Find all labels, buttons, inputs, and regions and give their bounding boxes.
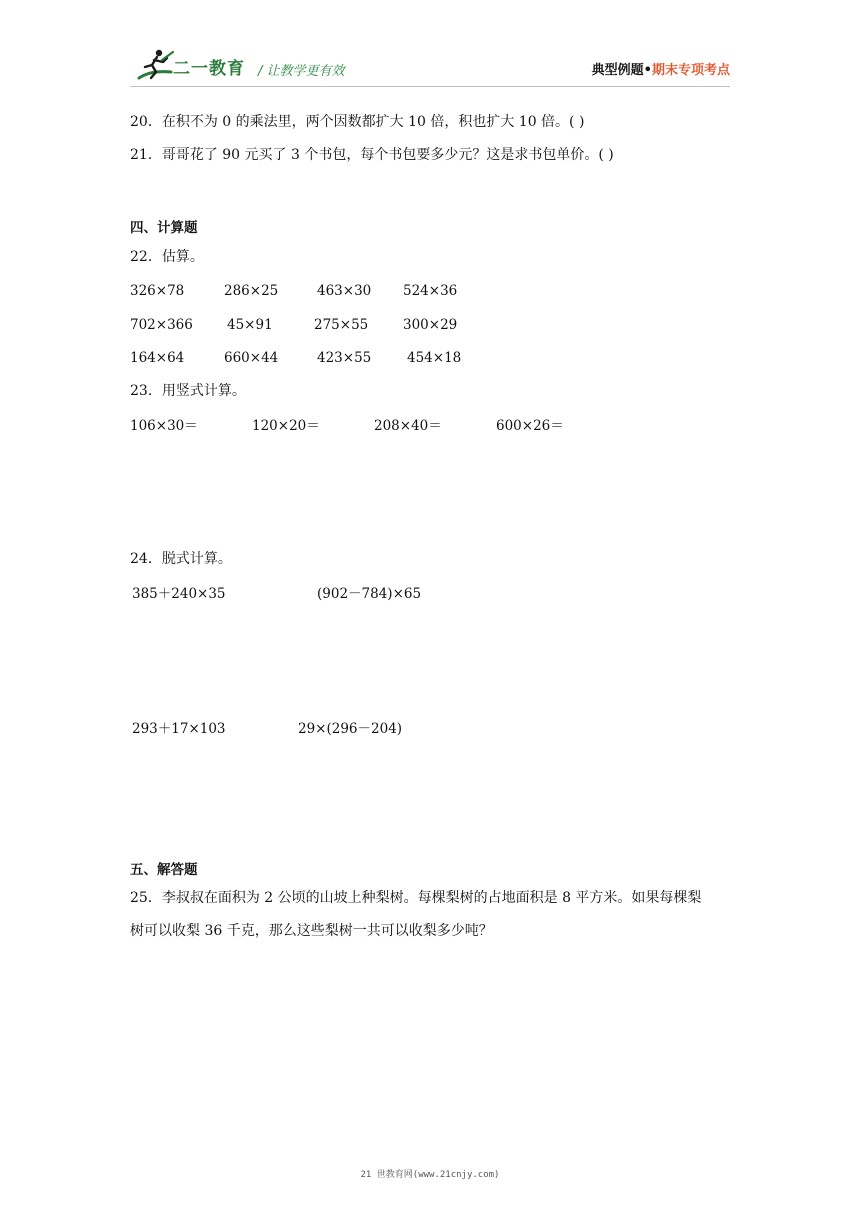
stepwise-row — [130, 584, 730, 604]
header-title — [592, 59, 730, 78]
estimate-item: 702×366 — [130, 317, 193, 333]
vertical-calc-item: 600×26＝ — [496, 418, 564, 434]
section-5-title: 五、解答题 — [130, 862, 198, 878]
question-23: 23．用竖式计算。 — [130, 383, 246, 399]
estimate-item: 524×36 — [403, 283, 458, 299]
stepwise-item: 385＋240×35 — [132, 586, 226, 602]
estimate-item: 164×64 — [130, 350, 185, 366]
estimate-item: 423×55 — [317, 350, 372, 366]
vertical-calc-row — [130, 416, 730, 436]
estimate-item: 660×44 — [224, 350, 279, 366]
page-header — [0, 0, 860, 90]
stepwise-row — [130, 719, 730, 739]
estimate-row — [130, 281, 730, 301]
question-22: 22．估算。 — [130, 249, 204, 265]
estimate-item: 45×91 — [227, 317, 273, 333]
question-21: 21．哥哥花了 90 元买了 3 个书包，每个书包要多少元？这是求书包单价。( ) — [130, 147, 614, 163]
header-title-black: 典型例题• — [591, 63, 652, 78]
stepwise-item: 29×(296－204) — [298, 721, 403, 737]
estimate-item: 454×18 — [407, 350, 462, 366]
vertical-calc-item: 208×40＝ — [374, 418, 442, 434]
vertical-calc-item: 106×30＝ — [130, 418, 198, 434]
stepwise-item: 293＋17×103 — [132, 721, 226, 737]
estimate-row — [130, 315, 730, 335]
header-title-red: 期末专项考点 — [651, 63, 730, 78]
estimate-row — [130, 348, 730, 368]
estimate-item: 300×29 — [403, 317, 458, 333]
estimate-item: 275×55 — [314, 317, 369, 333]
header-divider — [130, 86, 730, 87]
question-25-line-1: 25．李叔叔在面积为 2 公顷的山坡上种梨树。每棵梨树的占地面积是 8 平方米。如果每棵梨 — [130, 890, 702, 906]
runner-logo-icon — [137, 48, 177, 82]
vertical-calc-item: 120×20＝ — [252, 418, 320, 434]
section-4-title: 四、计算题 — [130, 220, 198, 236]
page-footer: 21 世教育网(www.21cnjy.com) — [360, 1170, 500, 1180]
logo-text: 二一教育 — [173, 59, 245, 79]
question-20: 20．在积不为 0 的乘法里，两个因数都扩大 10 倍，积也扩大 10 倍。( ) — [130, 114, 585, 130]
question-25-line-2: 树可以收梨 36 千克，那么这些梨树一共可以收梨多少吨？ — [130, 923, 493, 939]
stepwise-item: (902－784)×65 — [317, 586, 422, 602]
estimate-item: 463×30 — [317, 283, 372, 299]
estimate-item: 286×25 — [224, 283, 279, 299]
header-slogan: / 让教学更有效 — [258, 64, 345, 79]
estimate-item: 326×78 — [130, 283, 185, 299]
question-24: 24．脱式计算。 — [130, 551, 232, 567]
